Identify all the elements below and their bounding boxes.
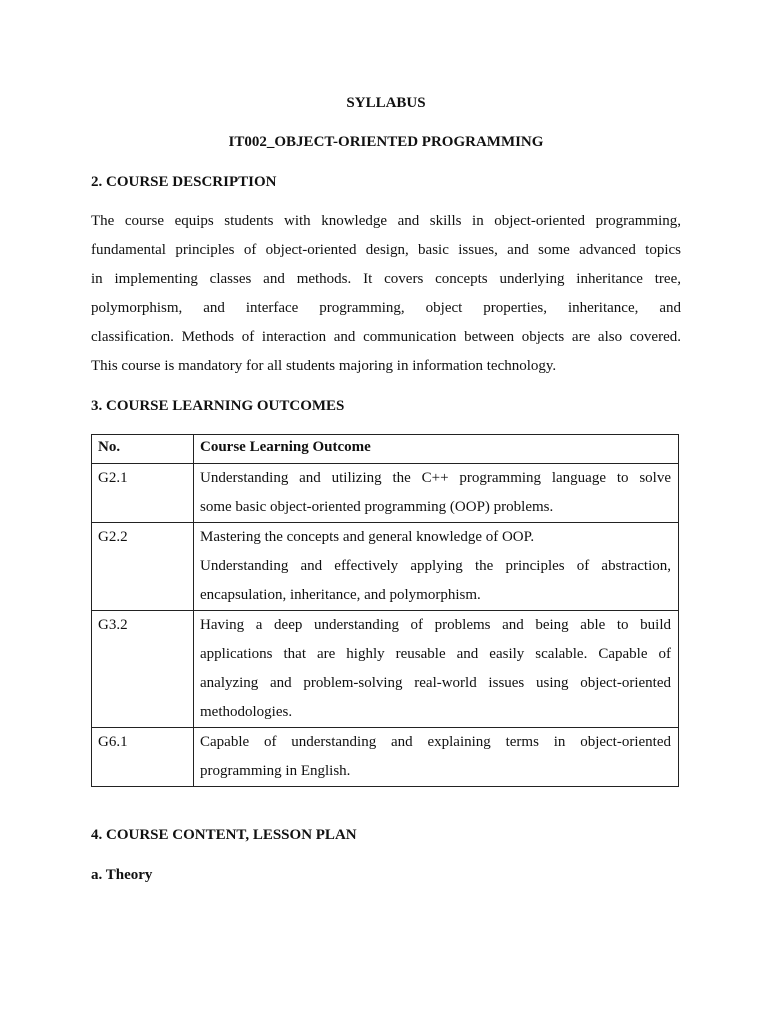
outcome-description bbox=[194, 611, 679, 728]
table-row bbox=[92, 464, 679, 523]
course-title: IT002_OBJECT-ORIENTED PROGRAMMING bbox=[228, 134, 544, 150]
outcome-description bbox=[194, 523, 679, 611]
outcome-id: G2.1 bbox=[92, 464, 194, 523]
outcome-line: Understanding and utilizing the C++ programming language to solve bbox=[200, 470, 671, 486]
column-header-no: No. bbox=[92, 435, 194, 464]
description-line: This course is mandatory for all students majoring in information technology. bbox=[91, 358, 557, 374]
outcome-description bbox=[194, 728, 679, 787]
description-line: in implementing classes and methods. It covers concepts underlying inheritance tree, bbox=[91, 271, 681, 287]
outcome-line: Having a deep understanding of problems and being able to build bbox=[200, 617, 671, 633]
section-4-heading: 4. COURSE CONTENT, LESSON PLAN bbox=[91, 827, 357, 843]
outcome-id: G6.1 bbox=[92, 728, 194, 787]
table-row bbox=[92, 611, 679, 728]
outcome-description bbox=[194, 464, 679, 523]
table-row bbox=[92, 728, 679, 787]
outcome-line: encapsulation, inheritance, and polymorphism. bbox=[200, 587, 481, 603]
table-header-row bbox=[92, 435, 679, 464]
outcome-line: some basic object-oriented programming (OOP) problems. bbox=[200, 499, 554, 515]
outcome-line: methodologies. bbox=[200, 704, 293, 720]
table-row bbox=[92, 523, 679, 611]
description-line: polymorphism, and interface programming, object properties, inheritance, and bbox=[91, 300, 681, 316]
outcome-line: Understanding and effectively applying the principles of abstraction, bbox=[200, 558, 671, 574]
outcome-line: programming in English. bbox=[200, 763, 351, 779]
outcome-line: Mastering the concepts and general knowledge of OOP. bbox=[200, 529, 535, 545]
description-line: fundamental principles of object-oriented design, basic issues, and some advanced topics bbox=[91, 242, 681, 258]
description-line: The course equips students with knowledge and skills in object-oriented programming, bbox=[91, 213, 681, 229]
section-3-heading: 3. COURSE LEARNING OUTCOMES bbox=[91, 398, 345, 414]
theory-subheading: a. Theory bbox=[91, 867, 153, 883]
learning-outcomes-table bbox=[91, 434, 679, 787]
description-line: classification. Methods of interaction and communication between objects are also covered. bbox=[91, 329, 681, 345]
outcome-id: G3.2 bbox=[92, 611, 194, 728]
course-description-paragraph bbox=[91, 207, 681, 381]
outcome-id: G2.2 bbox=[92, 523, 194, 611]
column-header-outcome: Course Learning Outcome bbox=[194, 435, 679, 464]
document-title: SYLLABUS bbox=[346, 95, 426, 111]
outcome-line: Capable of understanding and explaining terms in object-oriented bbox=[200, 734, 671, 750]
outcome-line: analyzing and problem-solving real-world issues using object-oriented bbox=[200, 675, 671, 691]
outcome-line: applications that are highly reusable and easily scalable. Capable of bbox=[200, 646, 671, 662]
section-2-heading: 2. COURSE DESCRIPTION bbox=[91, 174, 277, 190]
